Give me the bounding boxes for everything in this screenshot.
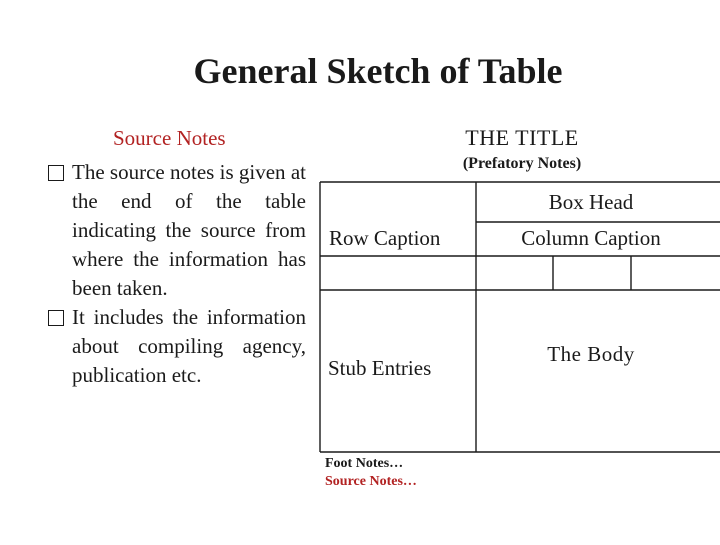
- bullet-item: [48, 303, 306, 390]
- stub-entries-label: Stub Entries: [328, 356, 432, 380]
- body-label: The Body: [547, 342, 635, 366]
- square-bullet-icon: [48, 165, 64, 181]
- source-notes-foot-label: Source Notes…: [325, 474, 417, 489]
- slide-title: General Sketch of Table: [193, 51, 563, 91]
- row-caption-label: Row Caption: [329, 226, 441, 250]
- square-bullet-icon: [48, 310, 64, 326]
- bullet-list: [48, 158, 306, 390]
- box-head-label: Box Head: [548, 190, 634, 214]
- bullet-text: It includes the information about compiling agency, publication etc.: [72, 305, 306, 387]
- source-notes-heading: Source Notes: [113, 126, 226, 150]
- bullet-text: The source notes is given at the end of the table indicating the source from where the information has been taken.: [72, 160, 306, 300]
- prefatory-notes: (Prefatory Notes): [462, 155, 582, 172]
- foot-notes-label: Foot Notes…: [325, 456, 404, 471]
- bullet-item: [48, 158, 306, 303]
- column-caption-label: Column Caption: [521, 226, 661, 250]
- sketch-title: THE TITLE: [465, 125, 579, 150]
